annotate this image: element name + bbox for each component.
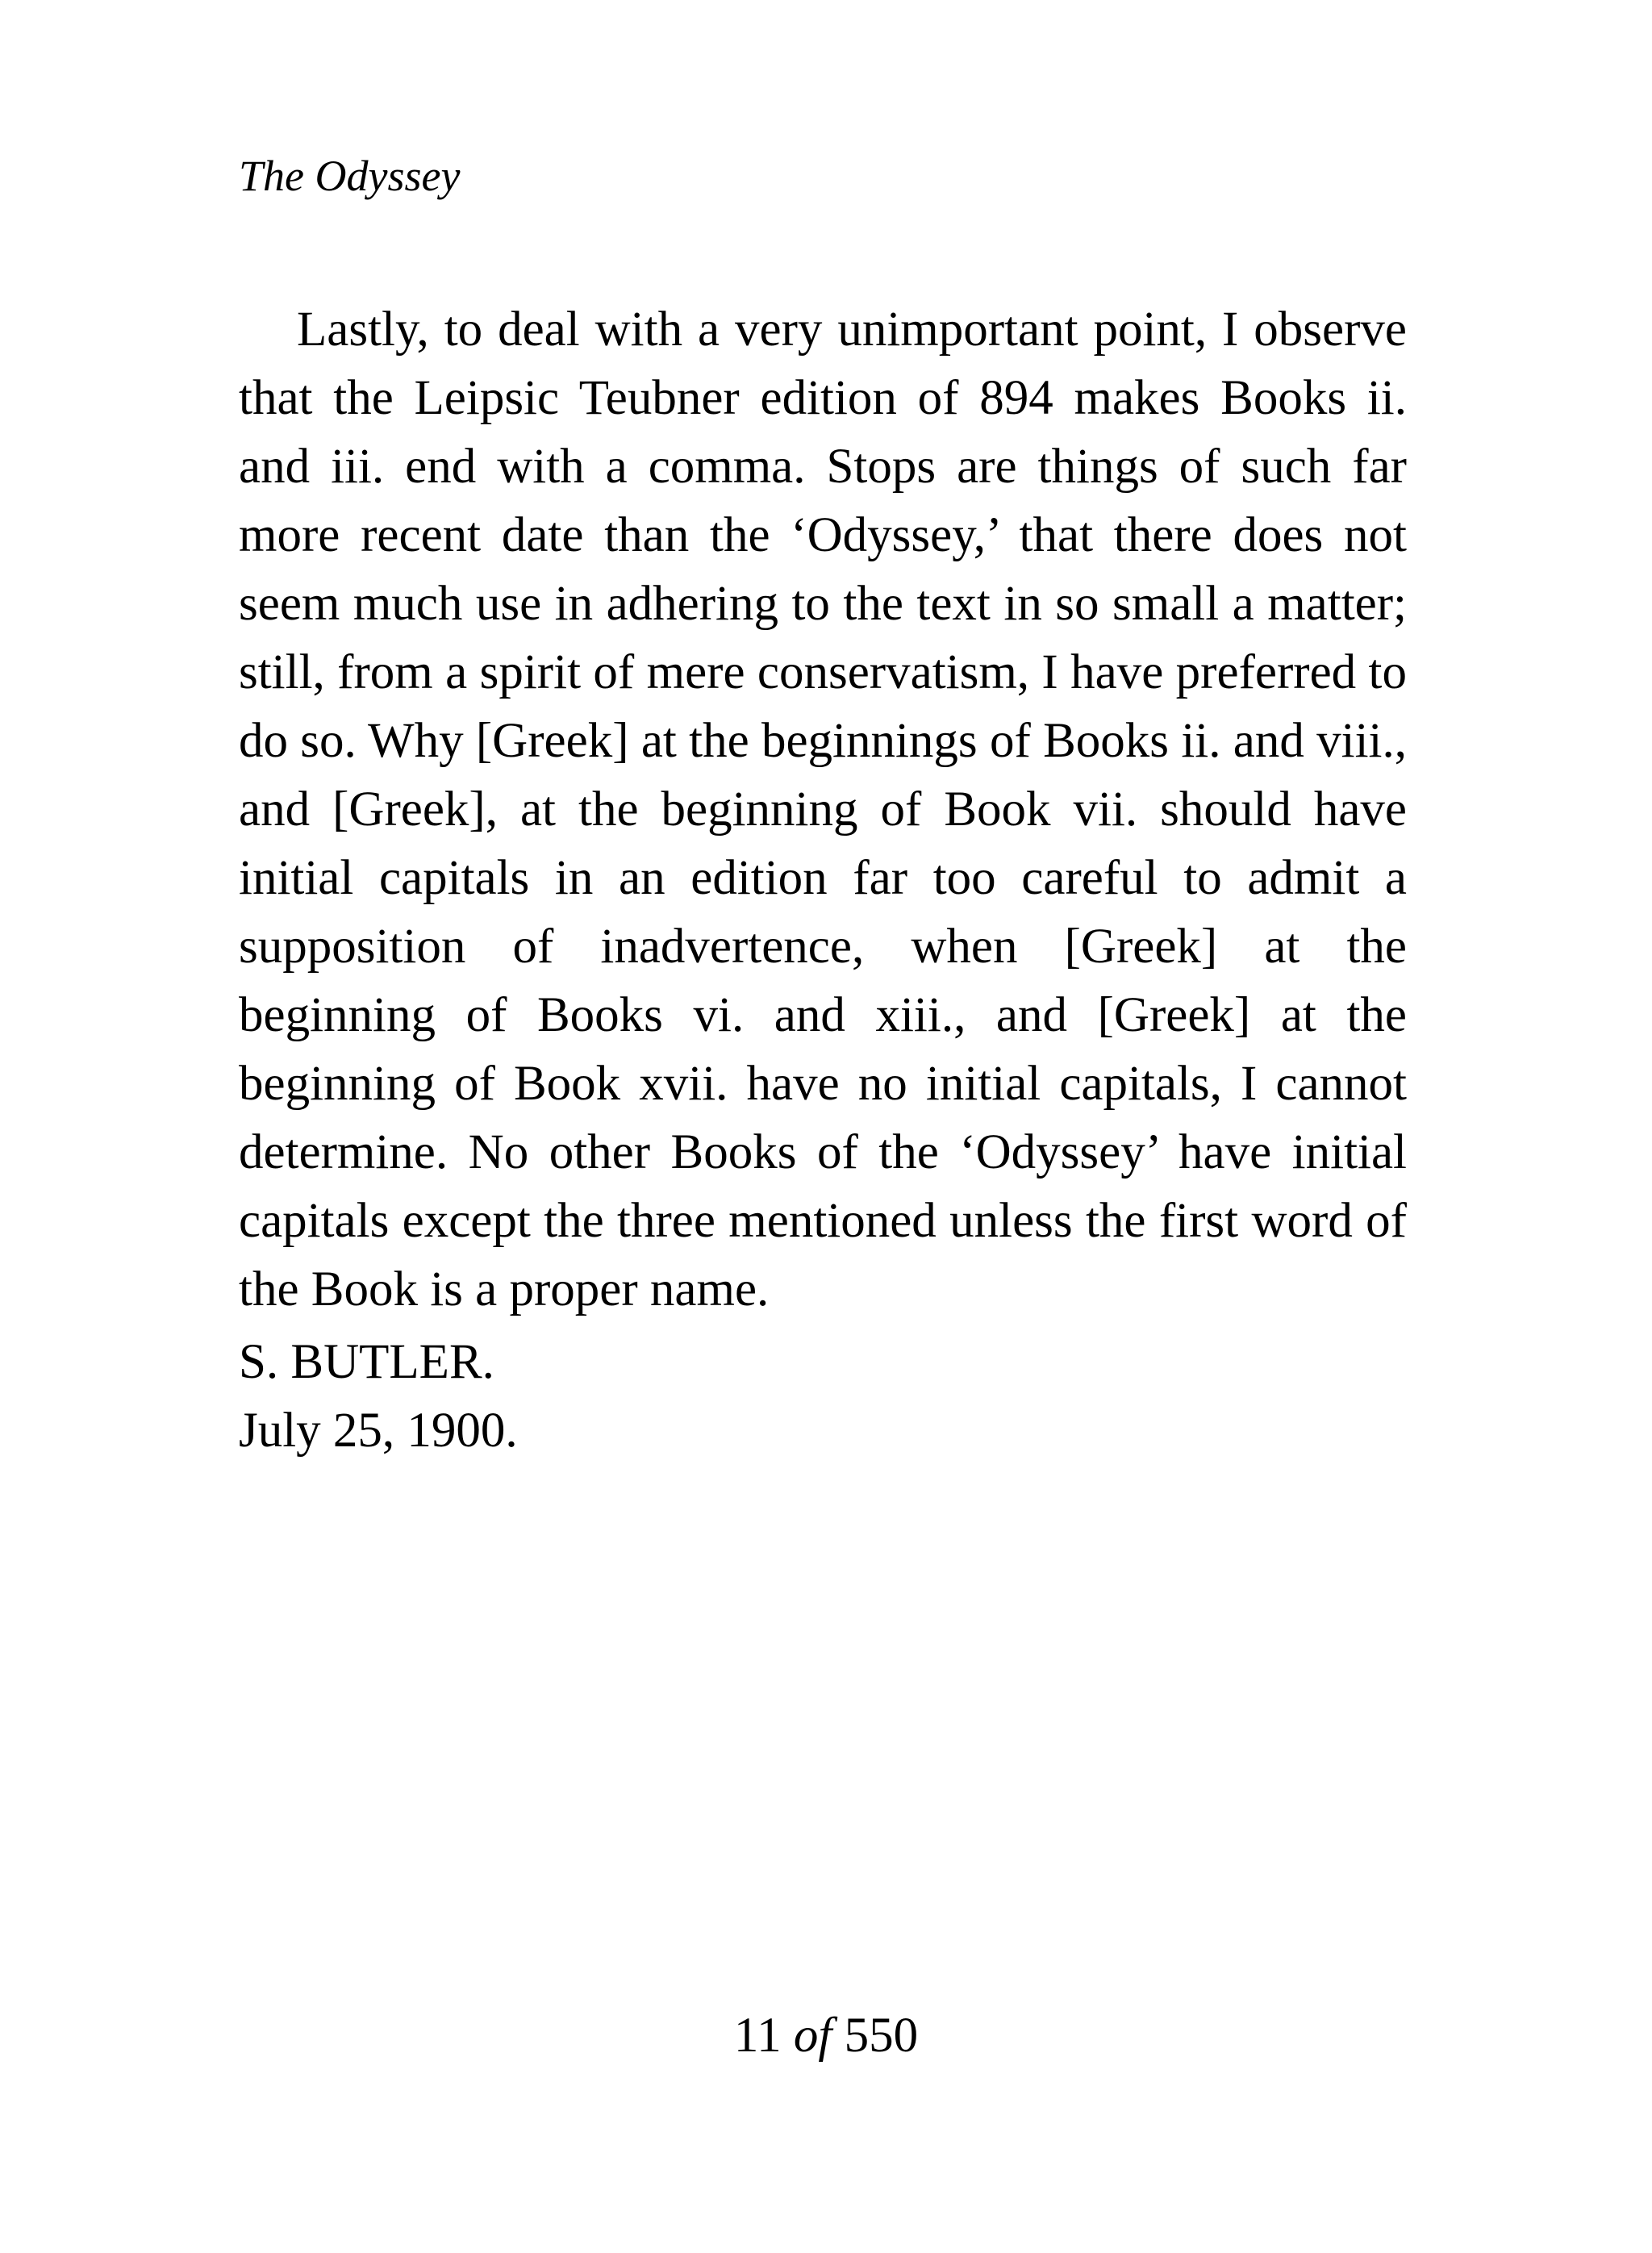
body-paragraph: Lastly, to deal with a very unimportant point, I observe that the Leipsic Teubner edition of 894 makes Books ii. and iii. end with a comma. Stops are things of such far more recent date than the ‘Odyssey,’ that there does not seem much use in adhering to the text in so small a matter; still, from a spirit of mere conservatism, I have preferred to do so. Why [Greek] at the beginnings of Books ii. and viii., and [Greek], at the beginning of Book vii. should have initial capitals in an edition far too careful to admit a supposition of inadvertence, when [Greek] at the beginning of Books vi. and xiii., and [Greek] at the beginning of Book xvii. have no initial capitals, I cannot determine. No other Books of the ‘Odyssey’ have initial capitals except the three mentioned unless the first word of the Book is a proper name.: [239, 302, 1407, 1316]
body-text: [239, 295, 1407, 1324]
running-header-title: The Odyssey: [239, 152, 461, 200]
total-pages-number: 550: [844, 2009, 919, 2063]
signoff-date: July 25, 1900.: [239, 1404, 518, 1458]
page-of-label: of: [793, 2009, 832, 2063]
author-signature: S. BUTLER.: [239, 1335, 494, 1389]
signoff-block: [239, 1328, 518, 1465]
current-page-number: 11: [733, 2009, 782, 2063]
page-number: [0, 2007, 1652, 2065]
